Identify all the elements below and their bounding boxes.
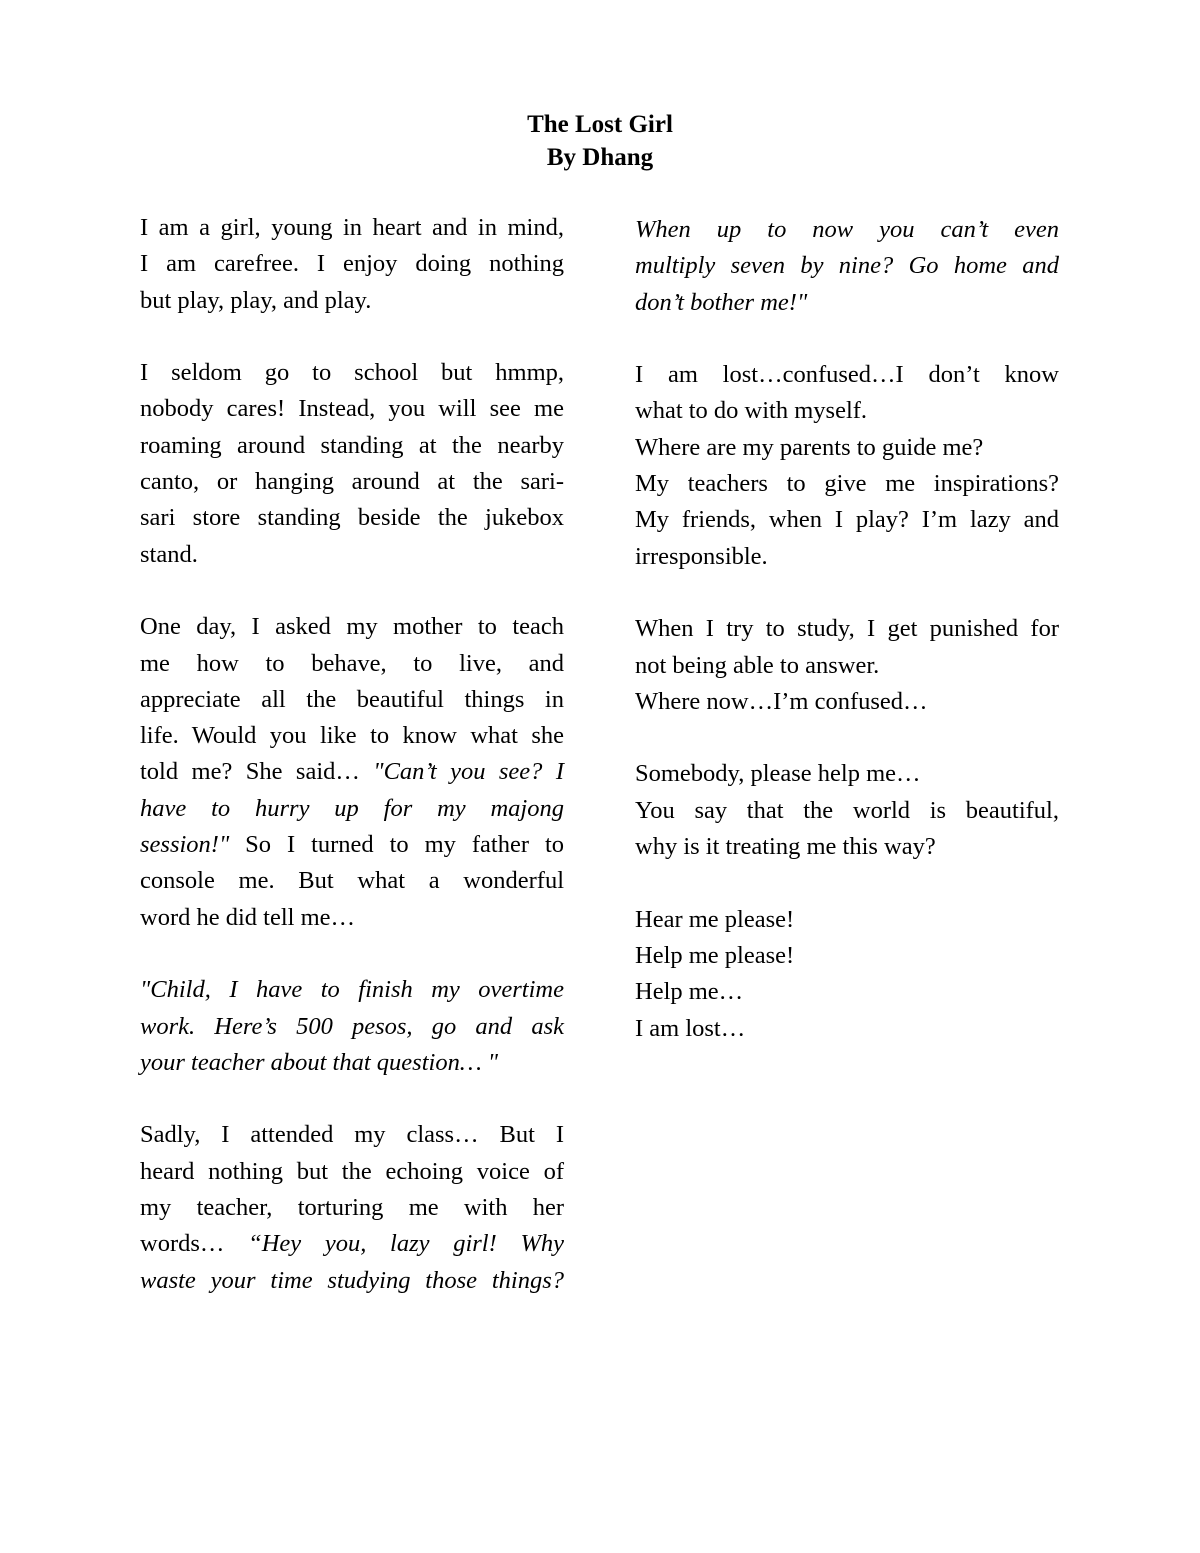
text-line: I am a girl, young in heart and in mind,: [140, 214, 564, 241]
text-line: One day, I asked my mother to teach: [140, 613, 564, 641]
document-header: [0, 108, 1200, 174]
quote-line: waste your time studying those things?: [140, 1266, 564, 1294]
text-line-mixed: [140, 1226, 564, 1262]
text-line: word he did tell me…: [140, 903, 356, 931]
quote-line: work. Here’s 500 pesos, go and ask: [140, 1012, 564, 1040]
text-line: I seldom go to school but hmmp,: [140, 359, 564, 387]
text-line: Somebody, please help me…: [635, 760, 921, 788]
text-line: console me. But what a wonderful: [140, 867, 564, 895]
text-line: Where are my parents to guide me?: [635, 433, 984, 461]
quote-line: don’t bother me!": [635, 288, 808, 316]
stanza-1: [140, 210, 564, 319]
quote-line: your teacher about that question… ": [140, 1048, 499, 1076]
stanza-8: [635, 611, 1059, 720]
text-line: but play, play, and play.: [140, 286, 372, 314]
quote-line: multiply seven by nine? Go home and: [635, 252, 1059, 280]
text-line: sari store standing beside the jukebox: [140, 504, 564, 532]
text-line: roaming around standing at the nearby: [140, 431, 564, 459]
text-line: appreciate all the beautiful things in: [140, 685, 564, 713]
quote-span: session!": [140, 831, 230, 859]
text-line: Where now…I’m confused…: [635, 687, 928, 715]
text-line: My friends, when I play? I’m lazy and: [635, 506, 1059, 534]
text-line: I am lost…confused…I don’t know: [635, 361, 1059, 389]
quote-line: "Child, I have to finish my overtime: [140, 976, 564, 1004]
text-line: not being able to answer.: [635, 651, 880, 679]
text-line: irresponsible.: [635, 542, 768, 570]
quote-line: have to hurry up for my majong: [140, 794, 564, 822]
text-span: words…: [140, 1230, 249, 1258]
quote-span: "Can’t you see? I: [373, 758, 564, 786]
stanza-7: [635, 357, 1059, 575]
text-line-mixed: [140, 827, 564, 863]
text-span: So I turned to my father to: [229, 831, 564, 859]
stanza-5: [140, 1117, 564, 1298]
text-line: Hear me please!: [635, 905, 795, 933]
text-line: My teachers to give me inspirations?: [635, 470, 1059, 498]
text-line: nobody cares! Instead, you will see me: [140, 395, 564, 423]
text-line: stand.: [140, 540, 198, 568]
text-line: Help me please!: [635, 941, 795, 969]
text-line: Sadly, I attended my class… But I: [140, 1121, 564, 1149]
text-span: told me? She said…: [140, 758, 374, 786]
text-line: my teacher, torturing me with her: [140, 1194, 564, 1222]
left-column: [140, 210, 564, 1335]
text-line: life. Would you like to know what she: [140, 722, 564, 750]
text-line: I am lost…: [635, 1014, 746, 1042]
text-line: me how to behave, to live, and: [140, 649, 564, 677]
stanza-6: [635, 212, 1059, 321]
stanza-4: [140, 972, 564, 1081]
text-line: When I try to study, I get punished for: [635, 615, 1059, 643]
text-line: I am carefree. I enjoy doing nothing: [140, 250, 564, 278]
quote-line: When up to now you can’t even: [635, 216, 1059, 243]
stanza-2: [140, 355, 564, 573]
stanza-10: [635, 902, 1059, 1047]
text-line: canto, or hanging around at the sari-: [140, 468, 564, 496]
poem-author: By Dhang: [546, 144, 654, 171]
text-line: Help me…: [635, 978, 744, 1006]
text-line: why is it treating me this way?: [635, 833, 936, 861]
text-line: heard nothing but the echoing voice of: [140, 1157, 564, 1185]
right-column: [635, 212, 1059, 1083]
text-line: You say that the world is beautiful,: [635, 796, 1059, 824]
text-line: what to do with myself.: [635, 397, 868, 425]
stanza-3: [140, 609, 564, 936]
quote-span: “Hey you, lazy girl! Why: [248, 1230, 565, 1258]
stanza-9: [635, 756, 1059, 865]
text-line-mixed: [140, 754, 564, 790]
poem-title: The Lost Girl: [527, 111, 673, 138]
